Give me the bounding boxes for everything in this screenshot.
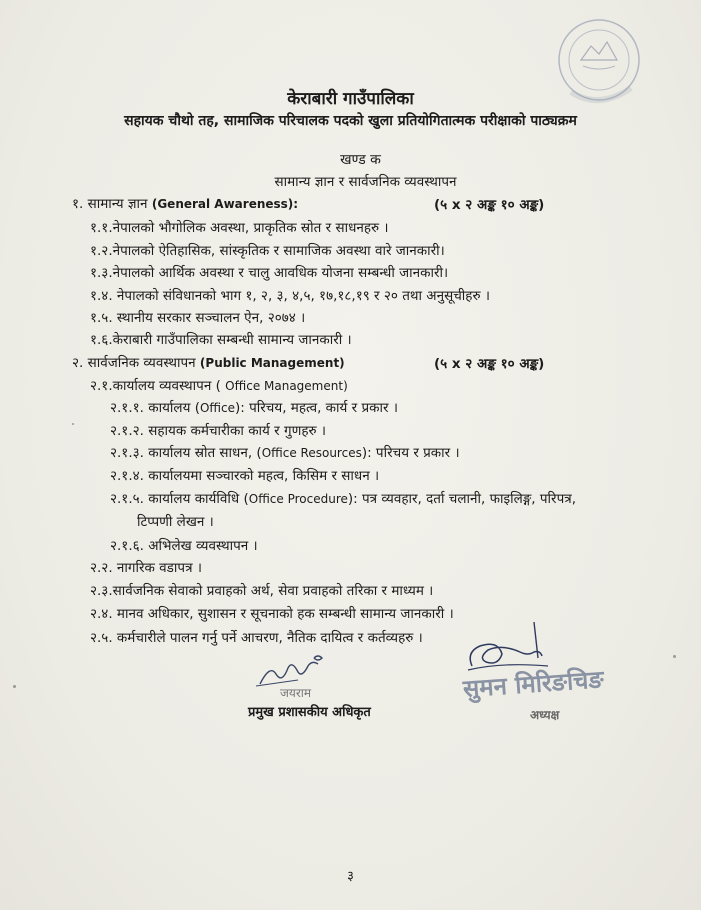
- part1-item-5: १.५. स्थानीय सरकार सञ्चालन ऐन, २०७४ ।: [90, 310, 306, 326]
- part2-sub1-item-6: [110, 537, 258, 555]
- text-np: टिप्पणी लेखन ।: [137, 514, 214, 530]
- part2-sub1-item-2: [110, 422, 326, 440]
- part1-heading-np: १. सामान्य ज्ञान: [72, 196, 148, 212]
- part1-heading-en: (General Awareness):: [151, 197, 299, 211]
- text-en: Office Resources: [261, 446, 362, 460]
- section-label: खण्ड क: [340, 152, 381, 168]
- paper-speck: [13, 685, 16, 688]
- signature-right-title: अध्यक्ष: [530, 708, 560, 722]
- part2-item-2: २.२. नागरिक वडापत्र ।: [90, 560, 202, 576]
- section-subtitle: सामान्य ज्ञान र सार्वजनिक व्यवस्थापन: [274, 174, 457, 190]
- text-np: २.१.६. अभिलेख व्यवस्थापन ।: [110, 538, 258, 554]
- part2-heading-en: (Public Management): [199, 356, 345, 370]
- part2-marks: (५ x २ अङ्क १० अङ्क): [434, 356, 545, 372]
- text-np: २.१.४. कार्यालयमा सञ्चारको महत्व, किसिम र साधन ।: [110, 468, 380, 484]
- part2-sub1-en: Office Management): [225, 379, 348, 393]
- part1-item-4: १.४. नेपालको संविधानको भाग १, २, ३, ४,५, १७,१८,१९ र २० तथा अनुसूचीहरु ।: [90, 288, 490, 304]
- part2-sub1-item-3: [110, 444, 460, 462]
- text-np: ): परिचय र प्रकार ।: [361, 445, 460, 461]
- part2-heading-np: २. सार्वजनिक व्यवस्थापन: [72, 355, 196, 371]
- signature-right-name: सुमन मिरिङचिङ: [462, 665, 605, 703]
- part2-item-5: २.५. कर्मचारीले पालन गर्नु पर्ने आचरण, नैतिक दायित्व र कर्तव्यहरु ।: [90, 630, 423, 646]
- part2-sub1-np: २.१.कार्यालय व्यवस्थापन (: [90, 378, 221, 394]
- part2-sub1-item-1: [110, 399, 398, 417]
- part1-item-3: १.३.नेपालको आर्थिक अवस्था र चालु आवधिक योजना सम्बन्धी जानकारी।: [90, 265, 449, 281]
- text-np: २.१.३. कार्यालय स्रोत साधन, (: [110, 445, 262, 461]
- part2-sub1-item-5-cont: [137, 513, 214, 531]
- part1-item-2: १.२.नेपालको ऐतिहासिक, सांस्कृतिक र सामाजिक अवस्था वारे जानकारी।: [90, 243, 445, 259]
- text-np: ): पत्र व्यवहार, दर्ता चलानी, फाइलिङ्ग, परिपत्र,: [347, 491, 576, 507]
- part2-sub1-item-5: [110, 490, 576, 508]
- part2-sub1-item-4: [110, 467, 379, 485]
- text-en: Office Procedure: [248, 492, 348, 506]
- part1-item-1: १.१.नेपालको भौगोलिक अवस्था, प्राकृतिक स्रोत र साधनहरु ।: [90, 220, 389, 236]
- part2-item-4: २.४. मानव अधिकार, सुशासन र सूचनाको हक सम्बन्धी सामान्य जानकारी ।: [90, 606, 454, 622]
- text-np: २.१.५. कार्यालय कार्यविधि (: [110, 491, 249, 507]
- signature-left-name: जयराम: [280, 686, 312, 700]
- text-np: २.१.१. कार्यालय (: [110, 400, 200, 416]
- part2-item-3: २.३.सार्वजनिक सेवाको प्रवाहको अर्थ, सेवा प्रवाहको तरिका र माध्यम ।: [90, 583, 434, 599]
- document-title: केराबारी गाउँपालिका: [287, 89, 414, 109]
- text-np: २.१.२. सहायक कर्मचारीका कार्य र गुणहरु ।: [110, 423, 326, 439]
- page-number: ३: [347, 869, 354, 884]
- part1-marks: (५ x २ अङ्क १० अङ्क): [434, 197, 545, 213]
- part1-heading: [72, 195, 298, 213]
- text-en: Office: [199, 401, 235, 415]
- part2-heading: [72, 354, 345, 372]
- paper-speck: [72, 423, 74, 425]
- signature-left-title: प्रमुख प्रशासकीय अधिकृत: [248, 705, 371, 720]
- text-np: ): परिचय, महत्व, कार्य र प्रकार ।: [235, 400, 398, 416]
- paper-speck: [673, 655, 676, 658]
- part2-sub1: [90, 377, 348, 395]
- part1-item-6: १.६.केराबारी गाउँपालिका सम्बन्धी सामान्य जानकारी ।: [90, 332, 352, 348]
- document-subtitle: सहायक चौथो तह, सामाजिक परिचालक पदको खुला प्रतियोगितात्मक परीक्षाको पाठ्यक्रम: [124, 113, 577, 129]
